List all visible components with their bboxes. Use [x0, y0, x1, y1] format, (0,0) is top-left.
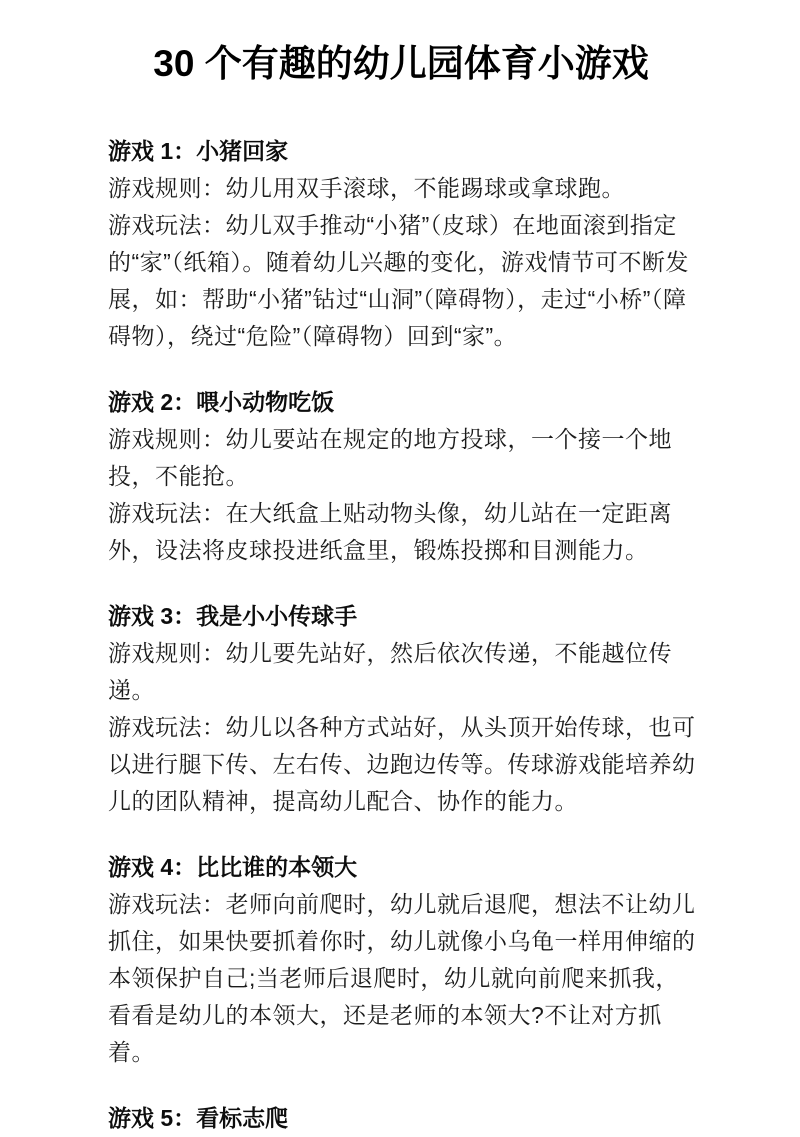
- game-rules-paragraph: 游戏规则：幼儿要先站好，然后依次传递，不能越位传递。: [108, 640, 672, 703]
- game-heading: 游戏 1：小猪回家: [108, 138, 289, 164]
- game-play-paragraph: 游戏玩法：在大纸盒上贴动物头像，幼儿站在一定距离外，设法将皮球投进纸盒里，锻炼投掷和目测能力。: [108, 500, 672, 563]
- game-heading: 游戏 2：喂小动物吃饭: [108, 389, 335, 415]
- game-heading: 游戏 3：我是小小传球手: [108, 603, 358, 629]
- game-play-paragraph: 游戏玩法：幼儿双手推动“小猪”（皮球）在地面滚到指定的“家”（纸箱）。随着幼儿兴趣的变化，游戏情节可不断发展，如：帮助“小猪”钻过“山洞”（障碍物），走过“小桥”（障碍物），绕过“危险”（障碍物）回到“家”。: [108, 212, 689, 349]
- game-rules-paragraph: 游戏规则：幼儿要站在规定的地方投球，一个接一个地投，不能抢。: [108, 426, 672, 489]
- game-rules-paragraph: 游戏规则：幼儿用双手滚球，不能踢球或拿球跑。: [108, 175, 625, 201]
- game-section-3: [108, 598, 698, 820]
- game-section-5: [108, 1100, 698, 1137]
- game-heading: 游戏 4：比比谁的本领大: [108, 854, 358, 880]
- game-section-2: [108, 384, 698, 569]
- page-title: 30 个有趣的幼儿园体育小游戏: [153, 43, 649, 84]
- game-play-paragraph: 游戏玩法：老师向前爬时，幼儿就后退爬，想法不让幼儿抓住，如果快要抓着你时，幼儿就像小乌龟一样用伸缩的本领保护自己;当老师后退爬时，幼儿就向前爬来抓我，看看是幼儿的本领大，还是老师的本领大?不让对方抓着。: [108, 891, 696, 1065]
- game-heading: 游戏 5：看标志爬: [108, 1105, 289, 1131]
- game-section-4: [108, 849, 698, 1071]
- game-list: [108, 133, 698, 1137]
- game-play-paragraph: 游戏玩法：幼儿以各种方式站好，从头顶开始传球，也可以进行腿下传、左右传、边跑边传等。传球游戏能培养幼儿的团队精神，提高幼儿配合、协作的能力。: [108, 714, 696, 814]
- game-section-1: [108, 133, 698, 355]
